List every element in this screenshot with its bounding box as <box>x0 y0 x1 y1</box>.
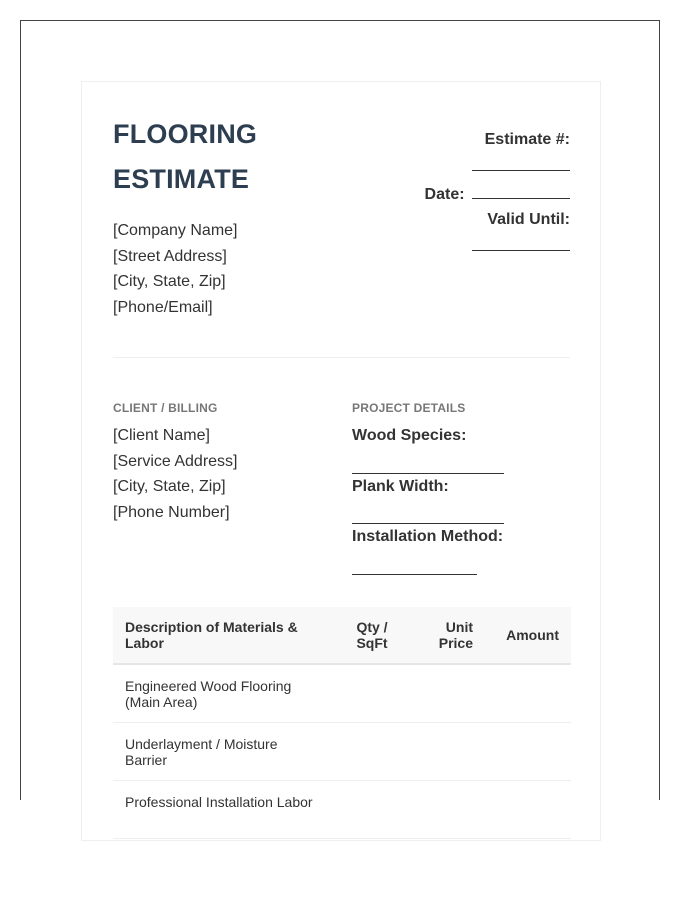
title-line-2: ESTIMATE <box>113 164 250 194</box>
row-qty <box>335 781 409 839</box>
table-row <box>113 664 571 723</box>
valid-until-label: Valid Until: <box>487 211 570 228</box>
client-phone: [Phone Number] <box>113 503 230 521</box>
table-header-row <box>113 607 571 664</box>
company-city: [City, State, Zip] <box>113 273 226 290</box>
valid-until-line <box>472 234 570 251</box>
date-row <box>425 182 570 204</box>
wood-species-label: Wood Species: <box>352 427 467 444</box>
row-amount <box>485 723 571 781</box>
row-amount <box>485 664 571 723</box>
estimate-sheet <box>81 81 601 841</box>
valid-until-blank <box>425 234 570 256</box>
date-line <box>472 182 570 199</box>
valid-until-row <box>425 210 570 230</box>
row-qty <box>335 664 409 723</box>
client-heading: CLIENT / BILLING <box>113 401 218 415</box>
row-unit-price <box>409 723 485 781</box>
row-description: Engineered Wood Flooring (Main Area) <box>113 664 335 723</box>
header-unit-price: Unit Price <box>409 607 485 664</box>
document-title <box>113 112 257 202</box>
company-info <box>113 218 238 320</box>
project-heading: PROJECT DETAILS <box>352 401 466 415</box>
company-contact: [Phone/Email] <box>113 298 213 316</box>
row-qty <box>335 723 409 781</box>
client-city: [City, State, Zip] <box>113 478 226 495</box>
installation-method-label: Installation Method: <box>352 528 504 545</box>
estimate-number-row <box>425 130 570 150</box>
company-name: [Company Name] <box>113 222 238 239</box>
header-qty: Qty / SqFt <box>335 607 409 664</box>
client-info <box>113 423 238 525</box>
header-divider <box>113 357 570 358</box>
header-description: Description of Materials & Labor <box>113 607 335 664</box>
title-line-1: FLOORING <box>113 119 258 149</box>
row-unit-price <box>409 781 485 839</box>
table-row <box>113 781 571 839</box>
row-amount <box>485 781 571 839</box>
document-viewport <box>20 20 660 810</box>
header-amount: Amount <box>485 607 571 664</box>
line-items-table <box>113 607 571 839</box>
date-label: Date: <box>424 186 465 203</box>
plank-width-label: Plank Width: <box>352 477 449 495</box>
client-address: [Service Address] <box>113 452 238 470</box>
row-unit-price <box>409 664 485 723</box>
client-name: [Client Name] <box>113 427 210 444</box>
estimate-number-label: Estimate #: <box>484 131 570 148</box>
row-description: Professional Installation Labor <box>113 781 335 839</box>
row-description: Underlayment / Moisture Barrier <box>113 723 335 781</box>
company-street: [Street Address] <box>113 247 227 265</box>
plank-width-line <box>352 499 504 524</box>
table-row <box>113 723 571 781</box>
estimate-number-line <box>472 154 570 171</box>
estimate-meta <box>425 130 570 256</box>
project-details <box>352 423 504 575</box>
installation-method-line <box>352 550 477 575</box>
estimate-number-blank <box>425 154 570 176</box>
wood-species-line <box>352 449 504 474</box>
